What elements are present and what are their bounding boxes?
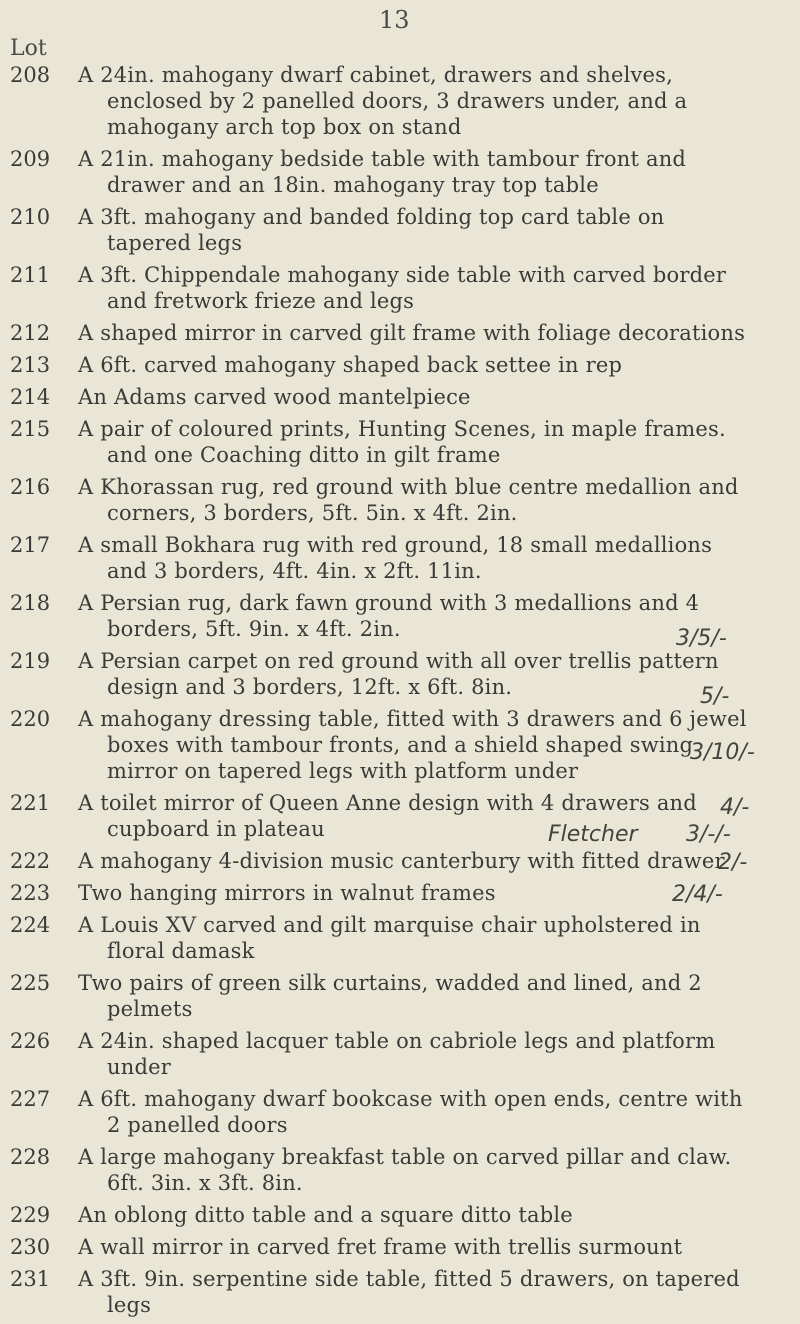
lot-list bbox=[0, 62, 800, 1324]
lot-description: A 24in. shaped lacquer table on cabriole legs and platform under bbox=[78, 1029, 716, 1079]
lot-description: A 6ft. mahogany dwarf bookcase with open ends, centre with 2 panelled doors bbox=[78, 1087, 743, 1137]
handwritten-note: 4/- bbox=[720, 795, 750, 820]
lot-number: 230 bbox=[10, 1235, 51, 1259]
lot-entry bbox=[0, 1086, 800, 1138]
handwritten-note: 5/- bbox=[700, 684, 730, 709]
lot-entry bbox=[0, 62, 800, 140]
lot-entry bbox=[0, 848, 800, 874]
lot-description: A mahogany dressing table, fitted with 3 drawers and 6 jewel boxes with tambour fronts, and a shield shaped swing mirror on tapered legs with platform under bbox=[78, 707, 747, 783]
lot-description: A small Bokhara rug with red ground, 18 small medallions and 3 borders, 4ft. 4in. x 2ft. 11in. bbox=[78, 533, 713, 583]
lot-number: 216 bbox=[10, 475, 51, 499]
lot-number: 228 bbox=[10, 1145, 51, 1169]
lot-entry bbox=[0, 1266, 800, 1318]
lot-entry bbox=[0, 648, 800, 700]
lot-entry bbox=[0, 384, 800, 410]
lot-number: 225 bbox=[10, 971, 51, 995]
lot-number: 229 bbox=[10, 1203, 51, 1227]
lot-number: 209 bbox=[10, 147, 51, 171]
lot-description: A 24in. mahogany dwarf cabinet, drawers and shelves, enclosed by 2 panelled doors, 3 drawers under, and a mahogany arch top box on stand bbox=[78, 63, 688, 139]
lot-entry bbox=[0, 1028, 800, 1080]
lot-entry bbox=[0, 1202, 800, 1228]
lot-description: A large mahogany breakfast table on carved pillar and claw. 6ft. 3in. x 3ft. 8in. bbox=[78, 1145, 732, 1195]
lot-number: 231 bbox=[10, 1267, 51, 1291]
lot-description: Two hanging mirrors in walnut frames bbox=[78, 881, 496, 905]
lot-entry bbox=[0, 262, 800, 314]
lot-description: Two pairs of green silk curtains, wadded and lined, and 2 pelmets bbox=[78, 971, 702, 1021]
lot-description: A 6ft. carved mahogany shaped back settee in rep bbox=[78, 353, 623, 377]
lot-number: 226 bbox=[10, 1029, 51, 1053]
handwritten-note: 2/- bbox=[718, 850, 748, 875]
lot-description: An Adams carved wood mantelpiece bbox=[78, 385, 471, 409]
lot-description: A 3ft. mahogany and banded folding top card table on tapered legs bbox=[78, 205, 665, 255]
lot-number: 218 bbox=[10, 591, 51, 615]
handwritten-note: 3/-/- bbox=[686, 822, 731, 847]
lot-description: A toilet mirror of Queen Anne design with 4 drawers and cupboard in plateau bbox=[78, 791, 697, 841]
handwritten-note: 3/10/- bbox=[690, 740, 755, 765]
lot-description: A 3ft. 9in. serpentine side table, fitted 5 drawers, on tapered legs bbox=[78, 1267, 740, 1317]
lot-number: 224 bbox=[10, 913, 51, 937]
lot-number: 210 bbox=[10, 205, 51, 229]
lot-number: 223 bbox=[10, 881, 51, 905]
lot-number: 221 bbox=[10, 791, 51, 815]
lot-description: A Persian rug, dark fawn ground with 3 medallions and 4 borders, 5ft. 9in. x 4ft. 2in. bbox=[78, 591, 700, 641]
lot-number: 219 bbox=[10, 649, 51, 673]
lot-description: A mahogany 4-division music canterbury with fitted drawer bbox=[78, 849, 725, 873]
lot-number: 213 bbox=[10, 353, 51, 377]
lot-entry bbox=[0, 912, 800, 964]
lot-description: A Persian carpet on red ground with all over trellis pattern design and 3 borders, 12ft. x 6ft. 8in. bbox=[78, 649, 719, 699]
lot-number: 214 bbox=[10, 385, 51, 409]
lot-entry bbox=[0, 532, 800, 584]
lot-entry bbox=[0, 320, 800, 346]
lot-entry bbox=[0, 1234, 800, 1260]
lot-description: A pair of coloured prints, Hunting Scenes, in maple frames. and one Coaching ditto in gilt frame bbox=[78, 417, 726, 467]
lot-entry bbox=[0, 146, 800, 198]
lot-number: 217 bbox=[10, 533, 51, 557]
lot-description: A 3ft. Chippendale mahogany side table with carved border and fretwork frieze and legs bbox=[78, 263, 727, 313]
page-number: 13 bbox=[379, 6, 410, 34]
handwritten-note: Fletcher bbox=[548, 822, 638, 847]
lot-description: A Louis XV carved and gilt marquise chair upholstered in floral damask bbox=[78, 913, 701, 963]
lot-number: 220 bbox=[10, 707, 51, 731]
lot-entry bbox=[0, 706, 800, 784]
handwritten-note: 2/4/- bbox=[672, 882, 723, 907]
lot-description: A shaped mirror in carved gilt frame with foliage decorations bbox=[78, 321, 746, 345]
lot-number: 227 bbox=[10, 1087, 51, 1111]
lot-number: 212 bbox=[10, 321, 51, 345]
lot-description: A 21in. mahogany bedside table with tambour front and drawer and an 18in. mahogany tray top table bbox=[78, 147, 687, 197]
lot-number: 215 bbox=[10, 417, 51, 441]
lot-entry bbox=[0, 204, 800, 256]
lot-description: An oblong ditto table and a square ditto table bbox=[78, 1203, 573, 1227]
handwritten-note: 3/5/- bbox=[676, 626, 727, 651]
lot-number: 211 bbox=[10, 263, 51, 287]
lot-entry bbox=[0, 352, 800, 378]
lot-entry bbox=[0, 970, 800, 1022]
lot-entry bbox=[0, 416, 800, 468]
lot-description: A wall mirror in carved fret frame with trellis surmount bbox=[78, 1235, 683, 1259]
lot-entry bbox=[0, 474, 800, 526]
lot-description: A Khorassan rug, red ground with blue centre medallion and corners, 3 borders, 5ft. 5in. x 4ft. 2in. bbox=[78, 475, 739, 525]
lot-entry bbox=[0, 790, 800, 842]
lot-number: 222 bbox=[10, 849, 51, 873]
lot-entry bbox=[0, 1144, 800, 1196]
lot-number: 208 bbox=[10, 63, 51, 87]
lot-column-header: Lot bbox=[10, 36, 47, 61]
